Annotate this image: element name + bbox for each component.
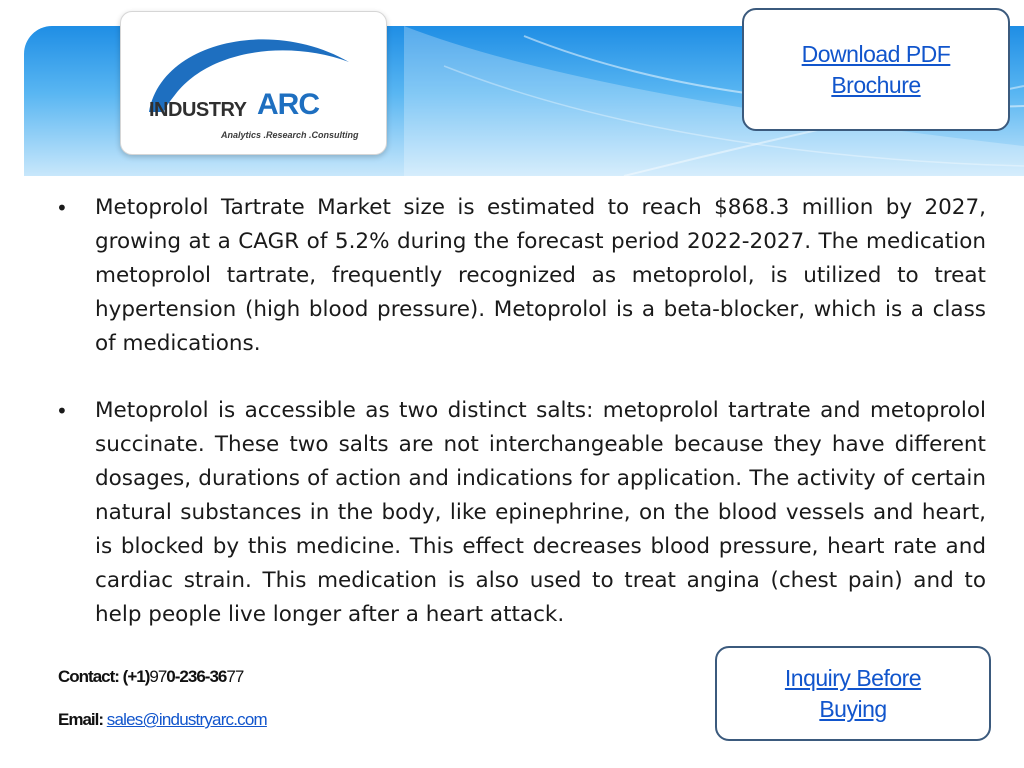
contact-number-part3: 77: [226, 667, 244, 686]
bullet-paragraph-1: [56, 191, 986, 361]
company-logo: [120, 11, 387, 155]
inquiry-before-buying-link[interactable]: [785, 663, 921, 725]
logo-tagline: Analytics .Research .Consulting: [221, 130, 359, 140]
inquiry-link-line1: Inquiry Before: [784, 664, 922, 691]
bullet-paragraph-2: [56, 394, 986, 632]
inquiry-link-line2: Buying: [819, 695, 887, 722]
contact-label: Contact: (+1): [58, 667, 150, 686]
download-pdf-brochure-link[interactable]: [802, 39, 951, 101]
download-link-line2: Brochure: [831, 71, 921, 98]
bullet-dot: •: [56, 399, 68, 423]
download-brochure-box[interactable]: [742, 8, 1010, 131]
logo-wordmark: [149, 82, 379, 122]
contact-phone: [58, 667, 243, 687]
email-label: Email:: [58, 710, 104, 729]
main-content: [56, 191, 986, 632]
paragraph-text-2: Metoprolol is accessible as two distinct salts: metoprolol tartrate and metoprolol succinate. These two salts are not interchangeable because they have different dosages, durations of action and indications for application. The activity of certain natural substances in the body, like epinephrine, on the blood vessels and heart, is blocked by this medicine. This effect decreases blood pressure, heart rate and cardiac strain. This medication is also used to treat angina (chest pain) and to help people live longer after a heart attack.: [95, 398, 986, 627]
contact-email: [58, 710, 267, 730]
email-link[interactable]: sales@industryarc.com: [106, 710, 267, 729]
contact-number-part1: 97: [149, 667, 167, 686]
paragraph-text-1: Metoprolol Tartrate Market size is estimated to reach $868.3 million by 2027, growing at a CAGR of 5.2% during the forecast period 2022-2027. The medication metoprolol tartrate, frequently recognized as metoprolol, is utilized to treat hypertension (high blood pressure). Metoprolol is a beta-blocker, which is a class of medications.: [95, 195, 986, 356]
download-link-line1: Download PDF: [801, 40, 951, 67]
inquiry-box[interactable]: [715, 646, 991, 741]
logo-industry-text: INDUSTRY: [149, 99, 247, 121]
bullet-dot: •: [56, 196, 68, 220]
contact-number-part2: 0-236-36: [166, 667, 227, 686]
logo-arc-text: ARC: [257, 88, 319, 121]
